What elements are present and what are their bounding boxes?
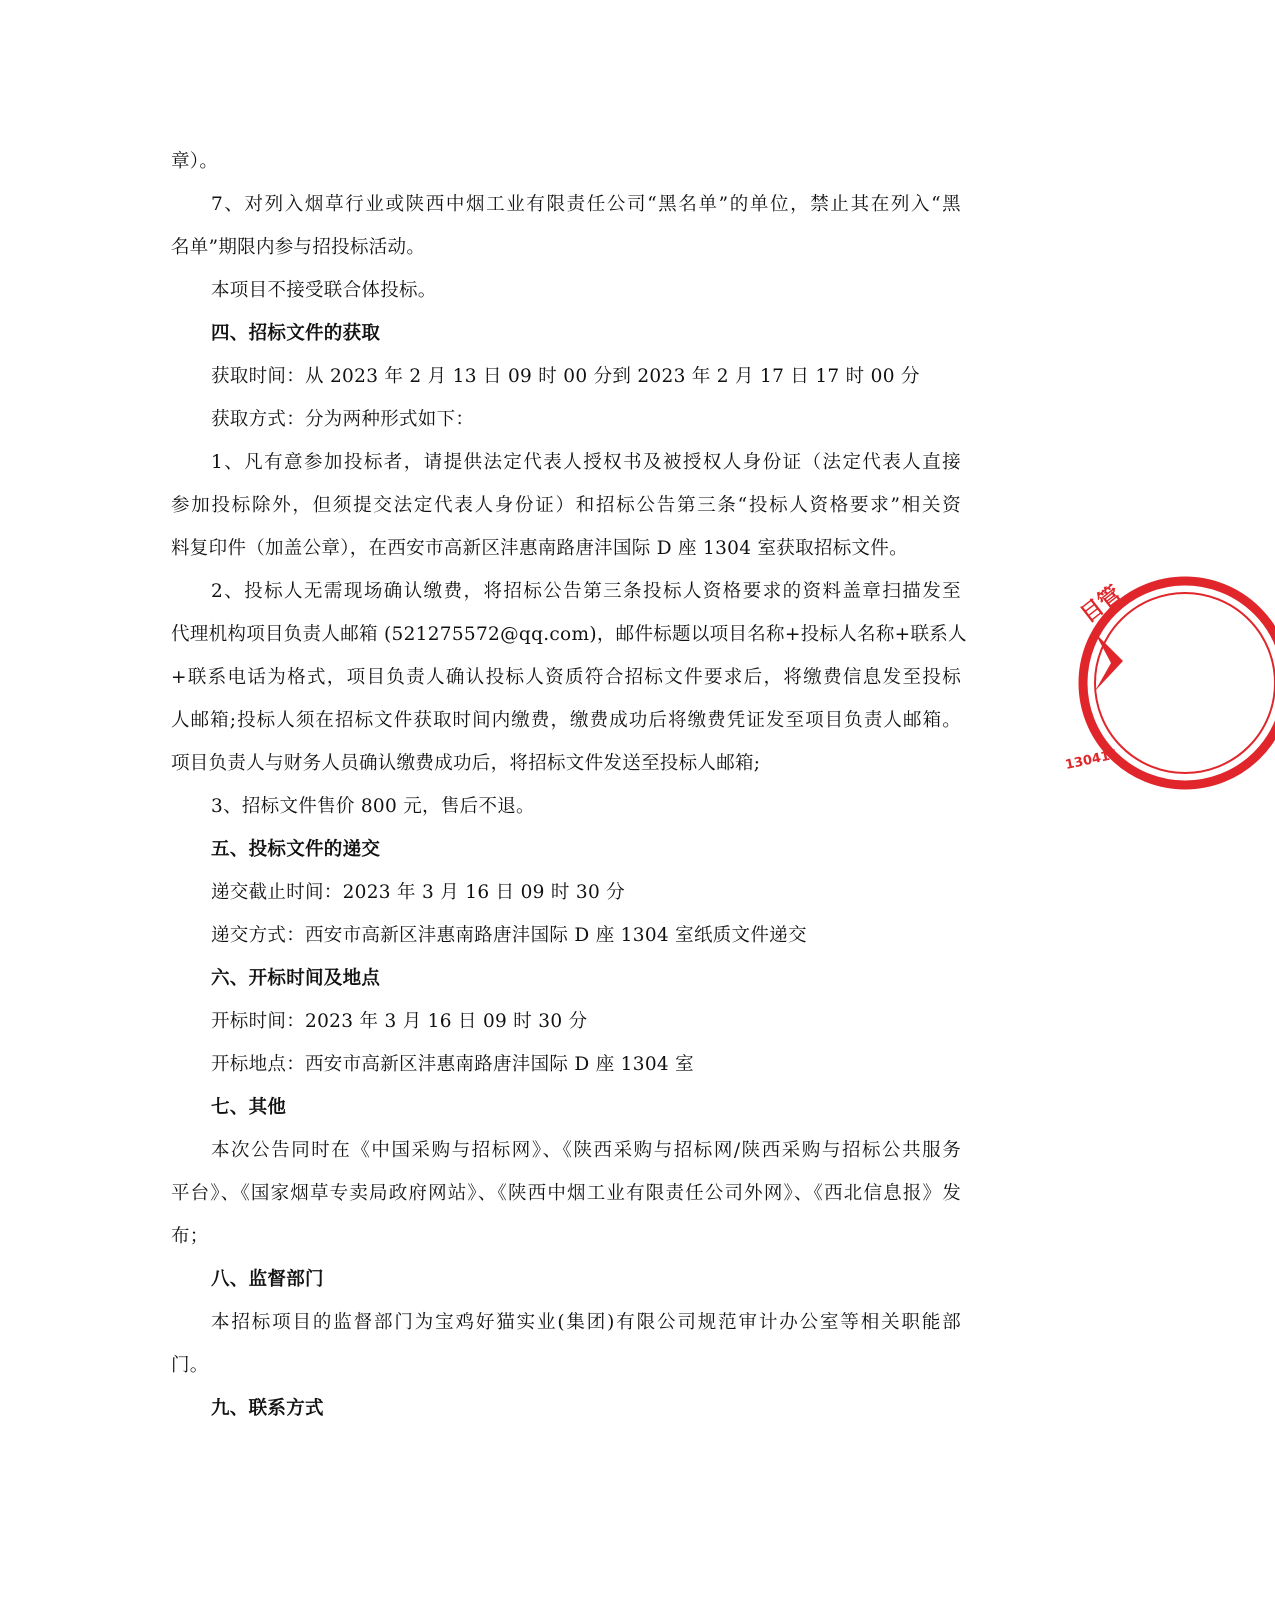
section-heading: 九、联系方式 [211, 1398, 324, 1419]
paragraph-line: 7、对列入烟草行业或陕西中烟工业有限责任公司“黑名单”的单位，禁止其在列入“黑 [211, 194, 961, 215]
paragraph-line: 2、投标人无需现场确认缴费，将招标公告第三条投标人资格要求的资料盖章扫描发至 [211, 581, 961, 602]
section-heading: 七、其他 [211, 1097, 287, 1118]
paragraph-line: 人邮箱;投标人须在招标文件获取时间内缴费，缴费成功后将缴费凭证发至项目负责人邮箱。 [171, 710, 961, 731]
paragraph-line: 获取时间：从 2023 年 2 月 13 日 09 时 00 分到 2023 年 2 月 17 日 17 时 00 分 [211, 366, 920, 387]
paragraph-line: 料复印件（加盖公章），在西安市高新区沣惠南路唐沣国际 D 座 1304 室获取招标文件。 [171, 538, 908, 559]
paragraph-line: 布； [171, 1226, 209, 1247]
section-heading: 六、开标时间及地点 [211, 968, 381, 989]
section-heading: 四、招标文件的获取 [211, 323, 381, 344]
section-heading: 八、监督部门 [211, 1269, 324, 1290]
paragraph-line: 1、凡有意参加投标者，请提供法定代表人授权书及被授权人身份证（法定代表人直接 [211, 452, 961, 473]
paragraph-line: 平台》、《国家烟草专卖局政府网站》、《陕西中烟工业有限责任公司外网》、《西北信息报》发 [171, 1183, 961, 1204]
paragraph-line: 代理机构项目负责人邮箱 (521275572@qq.com)，邮件标题以项目名称+投标人名称+联系人 [171, 624, 967, 645]
company-seal-stamp [1063, 573, 1275, 803]
paragraph-line: 开标地点：西安市高新区沣惠南路唐沣国际 D 座 1304 室 [211, 1054, 694, 1075]
paragraph-line: 本项目不接受联合体投标。 [211, 280, 437, 301]
paragraph-line: 名单”期限内参与招投标活动。 [171, 237, 426, 258]
paragraph-line: 开标时间：2023 年 3 月 16 日 09 时 30 分 [211, 1011, 588, 1032]
paragraph-line: 递交方式：西安市高新区沣惠南路唐沣国际 D 座 1304 室纸质文件递交 [211, 925, 807, 946]
paragraph-line: 3、招标文件售价 800 元，售后不退。 [211, 796, 535, 817]
paragraph-line: +联系电话为格式，项目负责人确认投标人资质符合招标文件要求后，将缴费信息发至投标 [171, 667, 961, 688]
seal-text: 目管 [1076, 581, 1127, 629]
star-icon [1095, 633, 1123, 691]
paragraph-line: 章）。 [171, 151, 219, 172]
paragraph-line: 本招标项目的监督部门为宝鸡好猫实业(集团)有限公司规范审计办公室等相关职能部 [211, 1312, 961, 1333]
seal-number: 130411 [1063, 747, 1121, 773]
paragraph-line: 门。 [171, 1355, 209, 1376]
paragraph-line: 递交截止时间：2023 年 3 月 16 日 09 时 30 分 [211, 882, 625, 903]
paragraph-line: 项目负责人与财务人员确认缴费成功后，将招标文件发送至投标人邮箱; [171, 753, 761, 774]
paragraph-line: 获取方式：分为两种形式如下： [211, 409, 475, 430]
paragraph-line: 本次公告同时在《中国采购与招标网》、《陕西采购与招标网/陕西采购与招标公共服务 [211, 1140, 961, 1161]
paragraph-line: 参加投标除外，但须提交法定代表人身份证）和招标公告第三条“投标人资格要求”相关资 [171, 495, 961, 516]
section-heading: 五、投标文件的递交 [211, 839, 381, 860]
